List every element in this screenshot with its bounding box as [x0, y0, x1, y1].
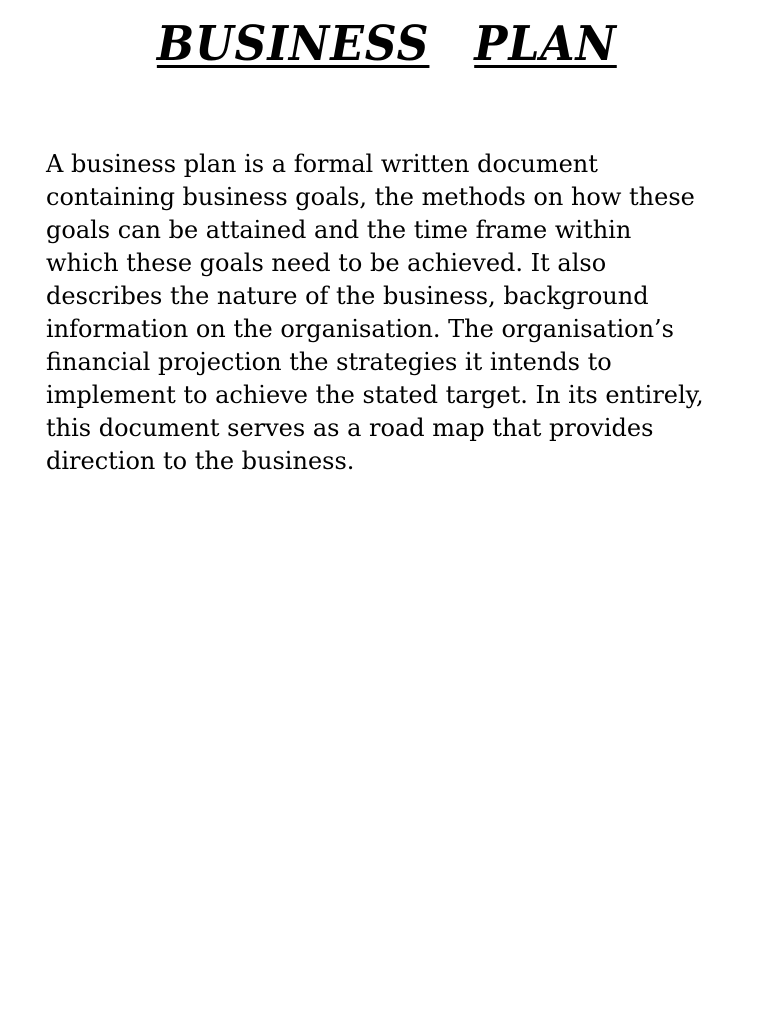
- title-word-business: BUSINESS: [157, 16, 430, 72]
- paragraph-line: this document serves as a road map that provides: [46, 414, 654, 442]
- paragraph-line: information on the organisation. The organisation’s: [46, 315, 674, 343]
- page-title: [0, 14, 768, 74]
- paragraph-line: financial projection the strategies it intends to: [46, 348, 612, 376]
- paragraph-line: describes the nature of the business, background: [46, 282, 649, 310]
- paragraph-line: containing business goals, the methods on how these: [46, 183, 695, 211]
- body-paragraph: [46, 148, 736, 478]
- paragraph-line: A business plan is a formal written document: [46, 150, 598, 178]
- title-word-plan: PLAN: [473, 16, 617, 72]
- paragraph-line: goals can be attained and the time frame within: [46, 216, 632, 244]
- paragraph-line: implement to achieve the stated target. In its entirely,: [46, 381, 704, 409]
- paragraph-line: which these goals need to be achieved. It also: [46, 249, 607, 277]
- paragraph-line: direction to the business.: [46, 447, 355, 475]
